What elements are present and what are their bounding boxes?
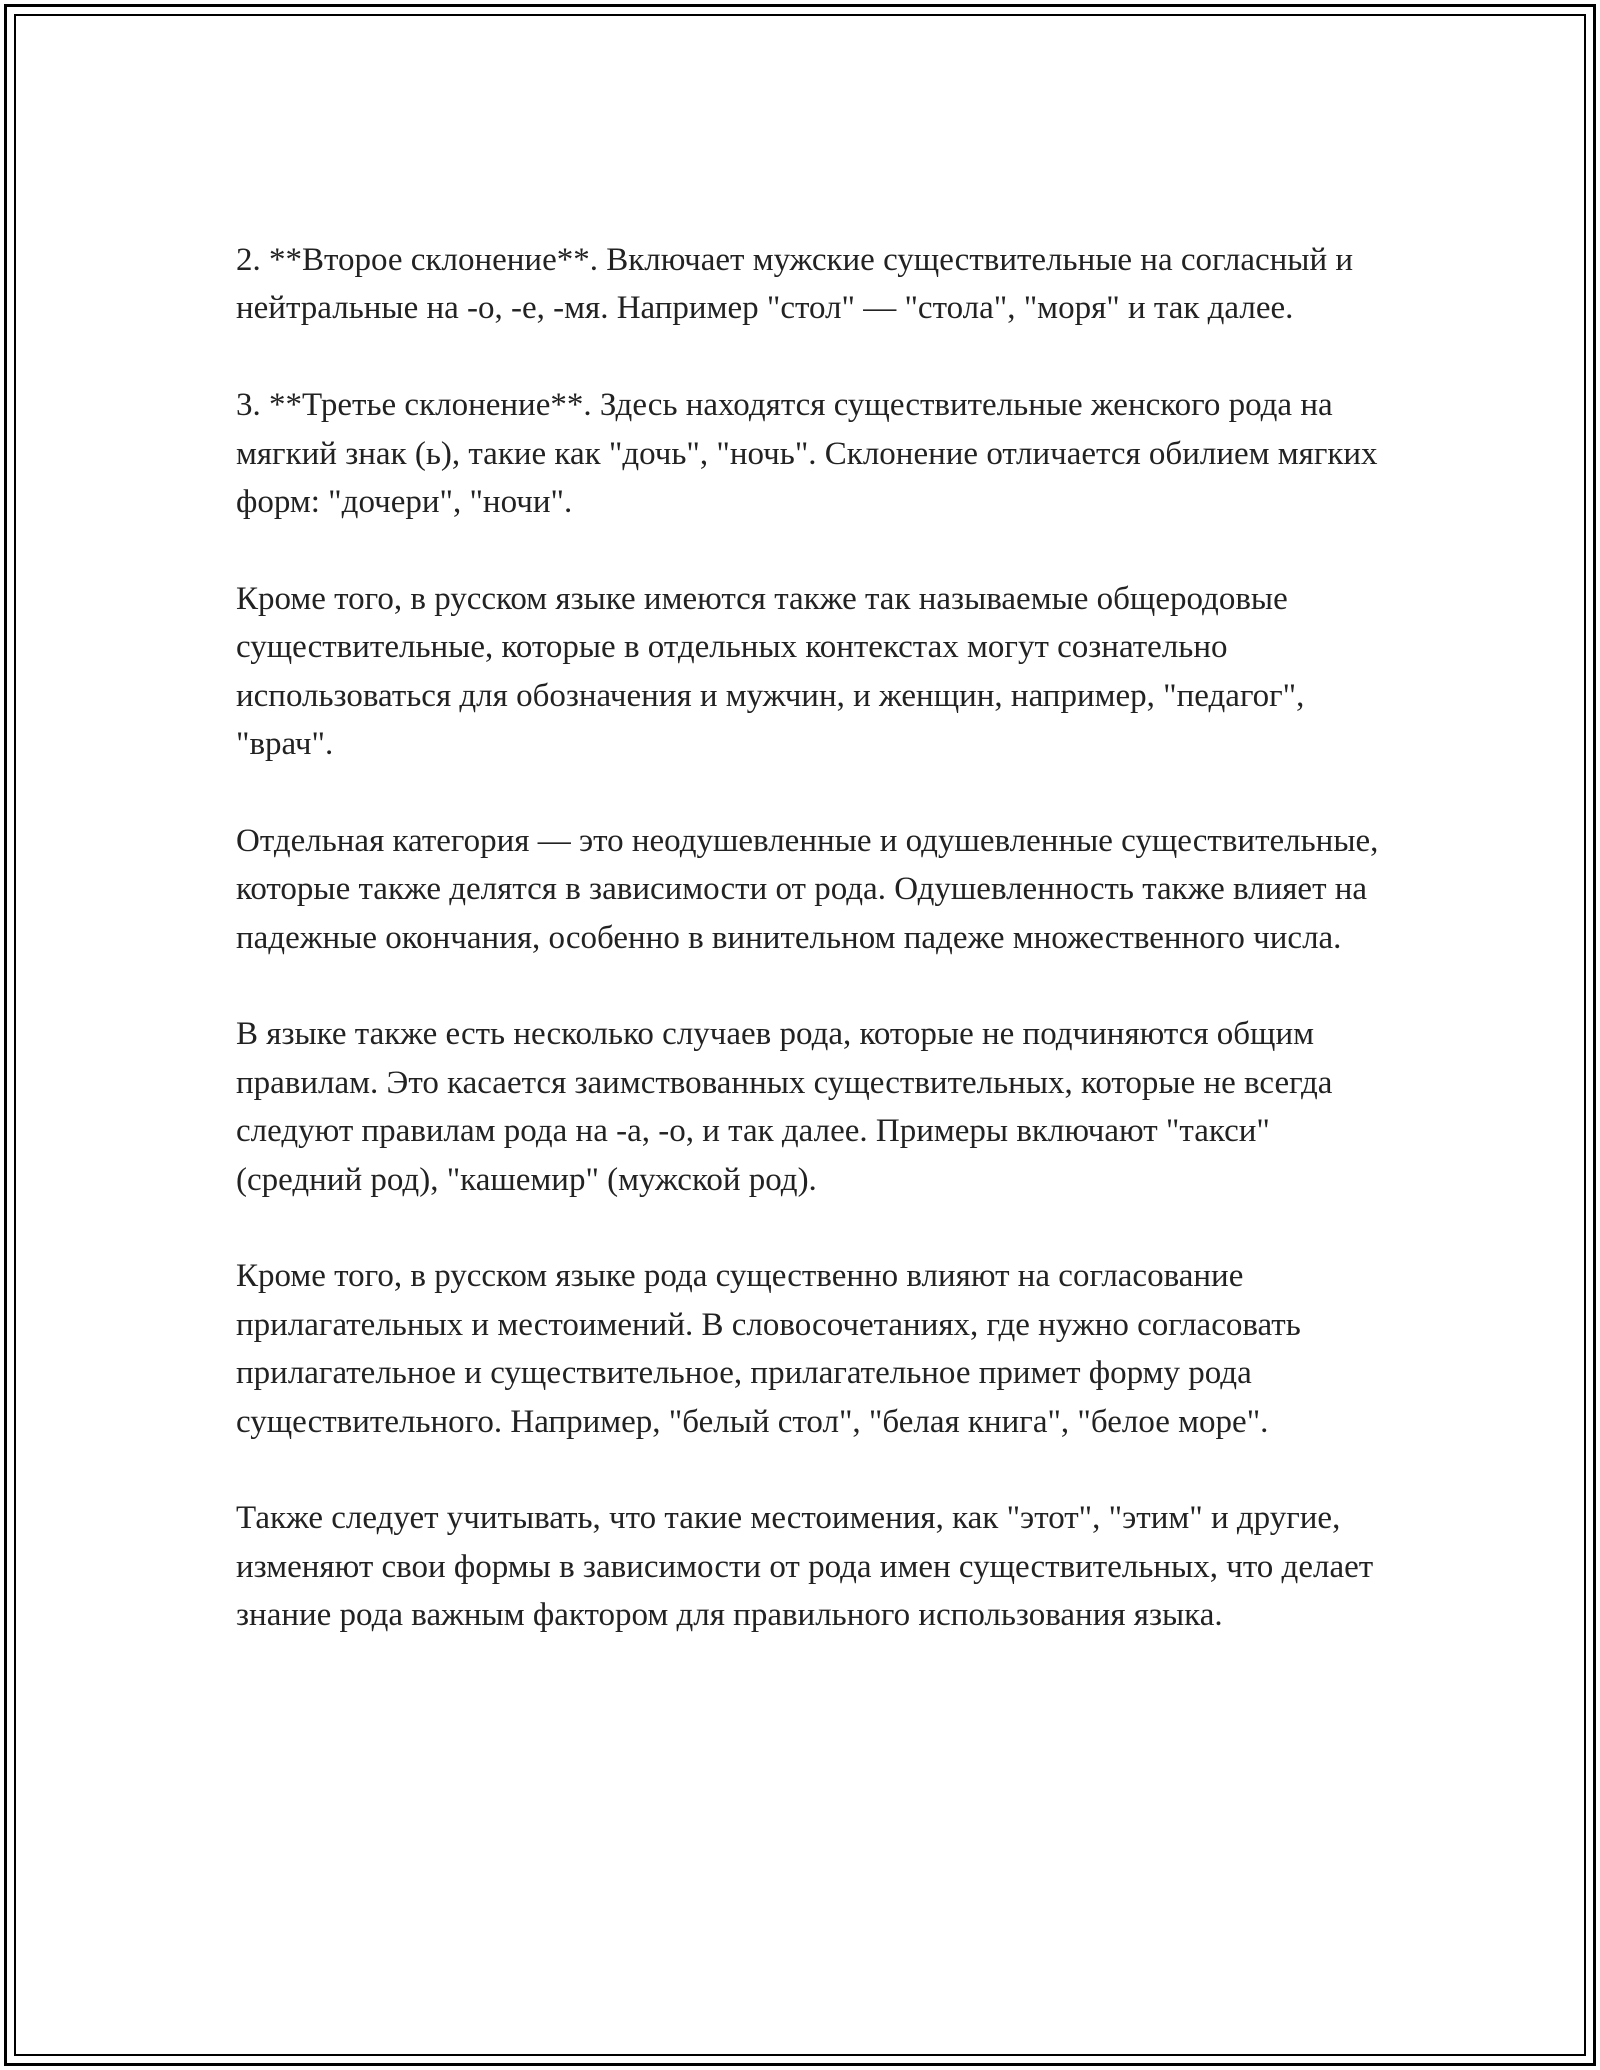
paragraph-second-declension: 2. **Второе склонение**. Включает мужские существительные на согласный и нейтральные на -о, -е, -мя. Например "стол" — "стола", "моря" и так далее. <box>236 242 1354 327</box>
paragraph-third-declension: 3. **Третье склонение**. Здесь находятся существительные женского рода на мягкий знак (ь), такие как "дочь", "ночь". Склонение отличается обилием мягких форм: "дочери", "ночи". <box>236 387 1378 521</box>
paragraph-adjective-agreement: Кроме того, в русском языке рода существенно влияют на согласование прилагательных и местоимений. В словосочетаниях, где нужно согласовать прилагательное и существительное, прилагательное примет форму рода существительного. Например, "белый стол", "белая книга", "белое море". <box>236 1258 1301 1440</box>
paragraph-common-gender-nouns: Кроме того, в русском языке имеются также так называемые общеродовые существительные, которые в отдельных контекстах могут сознательно использоваться для обозначения и мужчин, и женщин, например, "педагог", "врач". <box>236 580 1305 763</box>
document-body <box>236 236 1386 1640</box>
paragraph-gender-exceptions: В языке также есть несколько случаев рода, которые не подчиняются общим правилам. Это касается заимствованных существительных, которые не всегда следуют правилам рода на -а, -о, и так далее. Примеры включают "такси" (средний род), "кашемир" (мужской род). <box>236 1016 1333 1198</box>
paragraph-pronoun-agreement: Также следует учитывать, что такие местоимения, как "этот", "этим" и другие, изменяют свои формы в зависимости от рода имен существительных, что делает знание рода важным фактором для правильного использования языка. <box>236 1500 1374 1634</box>
paragraph-animacy: Отдельная категория — это неодушевленные и одушевленные существительные, которые также делятся в зависимости от рода. Одушевленность также влияет на падежные окончания, особенно в винительном падеже множественного числа. <box>236 822 1379 956</box>
